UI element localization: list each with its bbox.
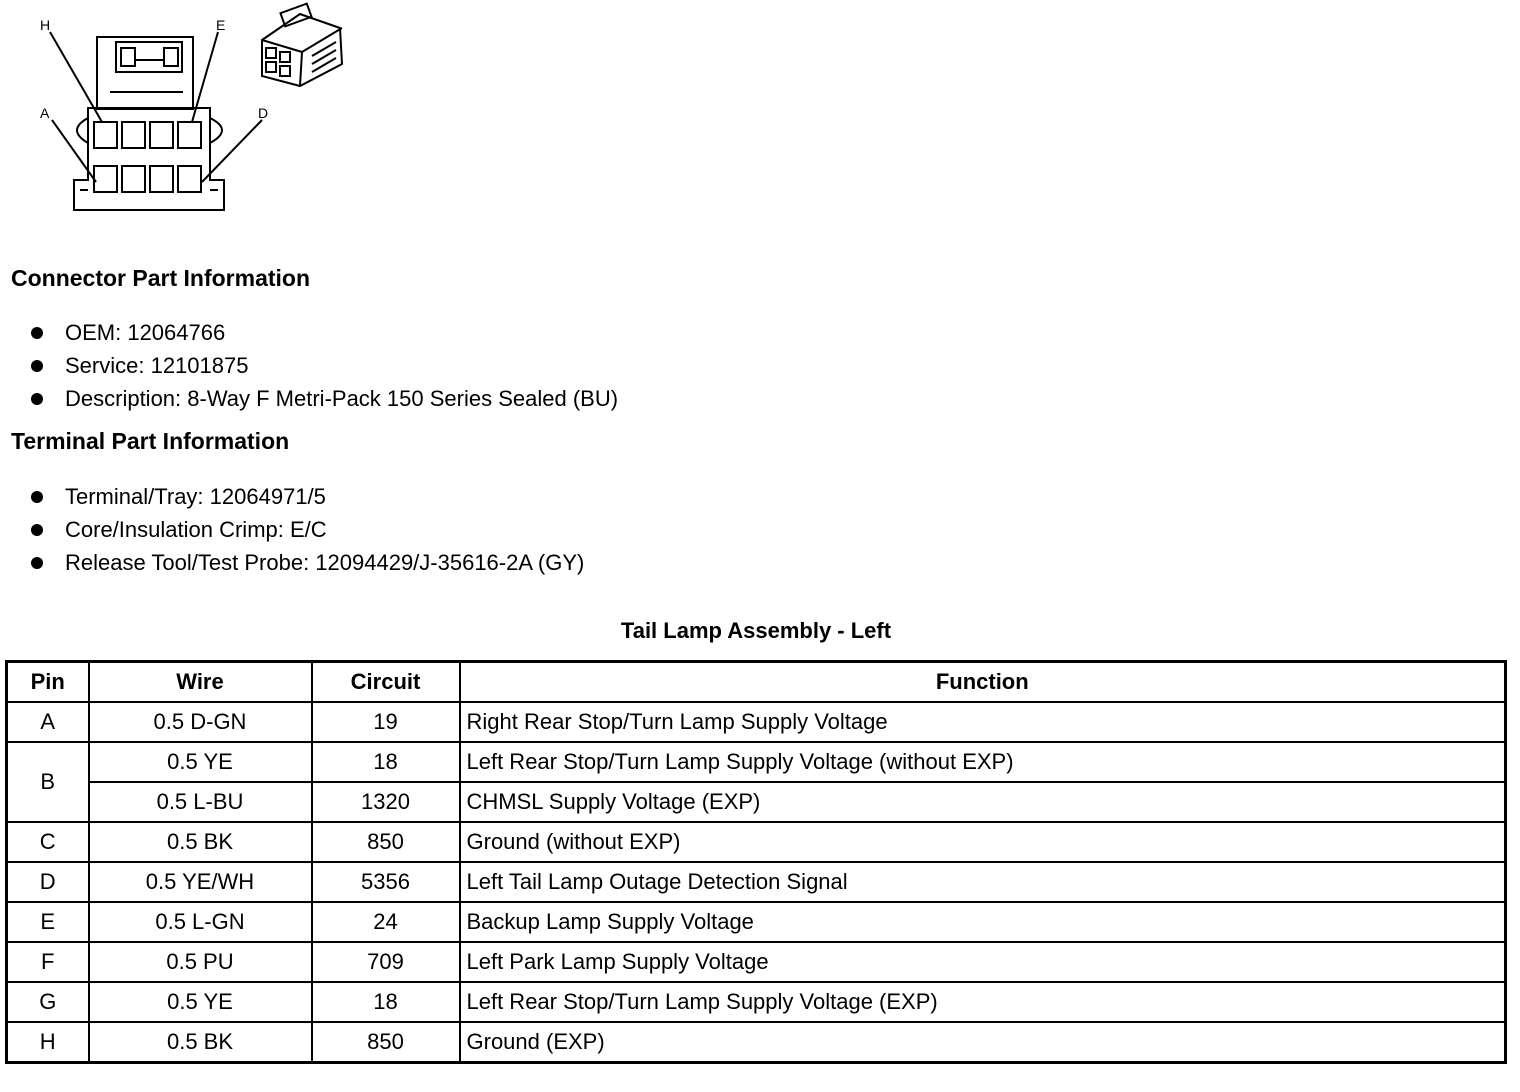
cell-circuit: 18 — [312, 742, 460, 782]
cavity-f — [150, 122, 173, 148]
list-item — [28, 382, 618, 415]
header-wire: Wire — [89, 662, 312, 703]
cavity-h — [94, 122, 117, 148]
table-row — [7, 822, 1506, 862]
terminal-info-list — [28, 480, 584, 579]
pin-label-d: D — [258, 105, 269, 121]
cell-pin: A — [7, 702, 89, 742]
terminal-info-crimp: Core/Insulation Crimp: E/C — [65, 517, 327, 542]
cell-circuit: 1320 — [312, 782, 460, 822]
cell-circuit: 19 — [312, 702, 460, 742]
cavity-d — [178, 166, 201, 192]
cell-pin: B — [7, 742, 89, 822]
cell-function: Ground (EXP) — [460, 1022, 1506, 1063]
cavity-c — [150, 166, 173, 192]
cell-wire: 0.5 YE/WH — [89, 862, 312, 902]
cell-circuit: 709 — [312, 942, 460, 982]
bullet-icon — [31, 557, 43, 569]
cell-function: Ground (without EXP) — [460, 822, 1506, 862]
cell-function: Left Rear Stop/Turn Lamp Supply Voltage (EXP) — [460, 982, 1506, 1022]
list-item — [28, 546, 584, 579]
bullet-icon — [31, 360, 43, 372]
table-row — [7, 1022, 1506, 1063]
connector-latch-tab — [116, 42, 182, 72]
cell-pin: E — [7, 902, 89, 942]
cell-circuit: 850 — [312, 822, 460, 862]
leader-line-h — [50, 32, 102, 122]
table-header-row — [7, 662, 1506, 703]
table-row — [7, 742, 1506, 782]
leader-line-a — [52, 120, 96, 182]
connector-info-oem: OEM: 12064766 — [65, 320, 226, 345]
housing-side-bump-right — [210, 118, 222, 143]
cell-wire: 0.5 D-GN — [89, 702, 312, 742]
list-item — [28, 349, 618, 382]
cell-function: Left Rear Stop/Turn Lamp Supply Voltage (without EXP) — [460, 742, 1506, 782]
terminal-info-release-tool: Release Tool/Test Probe: 12094429/J-35616-2A (GY) — [65, 550, 585, 575]
connector-info-list — [28, 316, 618, 415]
bullet-icon — [31, 491, 43, 503]
cell-wire: 0.5 YE — [89, 982, 312, 1022]
table-row — [7, 982, 1506, 1022]
list-item — [28, 480, 584, 513]
pin-label-e: E — [216, 17, 226, 33]
table-row — [7, 862, 1506, 902]
cell-function: Left Park Lamp Supply Voltage — [460, 942, 1506, 982]
bullet-icon — [31, 524, 43, 536]
bullet-icon — [31, 327, 43, 339]
cavity-a — [94, 166, 117, 192]
cell-wire: 0.5 BK — [89, 822, 312, 862]
terminal-info-tray: Terminal/Tray: 12064971/5 — [65, 484, 326, 509]
cell-pin: F — [7, 942, 89, 982]
list-item — [28, 513, 584, 546]
connector-info-heading: Connector Part Information — [11, 265, 311, 291]
latch-window-right — [164, 48, 178, 66]
list-item — [28, 316, 618, 349]
bullet-icon — [31, 393, 43, 405]
cell-wire: 0.5 L-GN — [89, 902, 312, 942]
connector-info-description: Description: 8-Way F Metri-Pack 150 Series Sealed (BU) — [65, 386, 619, 411]
cell-wire: 0.5 BK — [89, 1022, 312, 1063]
cell-circuit: 18 — [312, 982, 460, 1022]
connector-info-service: Service: 12101875 — [65, 353, 249, 378]
cell-wire: 0.5 L-BU — [89, 782, 312, 822]
housing-side-bump-left — [77, 118, 88, 143]
table-title: Tail Lamp Assembly - Left — [620, 618, 892, 643]
pin-label-a: A — [40, 105, 50, 121]
cell-circuit: 5356 — [312, 862, 460, 902]
table-row — [7, 942, 1506, 982]
latch-window-left — [121, 48, 135, 66]
cell-pin: H — [7, 1022, 89, 1063]
header-function: Function — [460, 662, 1506, 703]
table-row — [7, 782, 1506, 822]
connector-isometric-icon — [262, 4, 342, 86]
table-row — [7, 902, 1506, 942]
cell-pin: D — [7, 862, 89, 902]
connector-diagram — [0, 0, 360, 225]
cell-pin: C — [7, 822, 89, 862]
header-pin: Pin — [7, 662, 89, 703]
cell-function: Left Tail Lamp Outage Detection Signal — [460, 862, 1506, 902]
cavity-g — [122, 122, 145, 148]
table-row — [7, 702, 1506, 742]
cell-function: Backup Lamp Supply Voltage — [460, 902, 1506, 942]
cell-function: Right Rear Stop/Turn Lamp Supply Voltage — [460, 702, 1506, 742]
header-circuit: Circuit — [312, 662, 460, 703]
pin-label-h: H — [40, 17, 51, 33]
cell-circuit: 850 — [312, 1022, 460, 1063]
terminal-info-heading: Terminal Part Information — [11, 428, 290, 454]
cell-circuit: 24 — [312, 902, 460, 942]
pinout-table — [5, 660, 1507, 1064]
cavity-b — [122, 166, 145, 192]
cell-wire: 0.5 YE — [89, 742, 312, 782]
cell-wire: 0.5 PU — [89, 942, 312, 982]
cell-function: CHMSL Supply Voltage (EXP) — [460, 782, 1506, 822]
cavity-e — [178, 122, 201, 148]
cell-pin: G — [7, 982, 89, 1022]
